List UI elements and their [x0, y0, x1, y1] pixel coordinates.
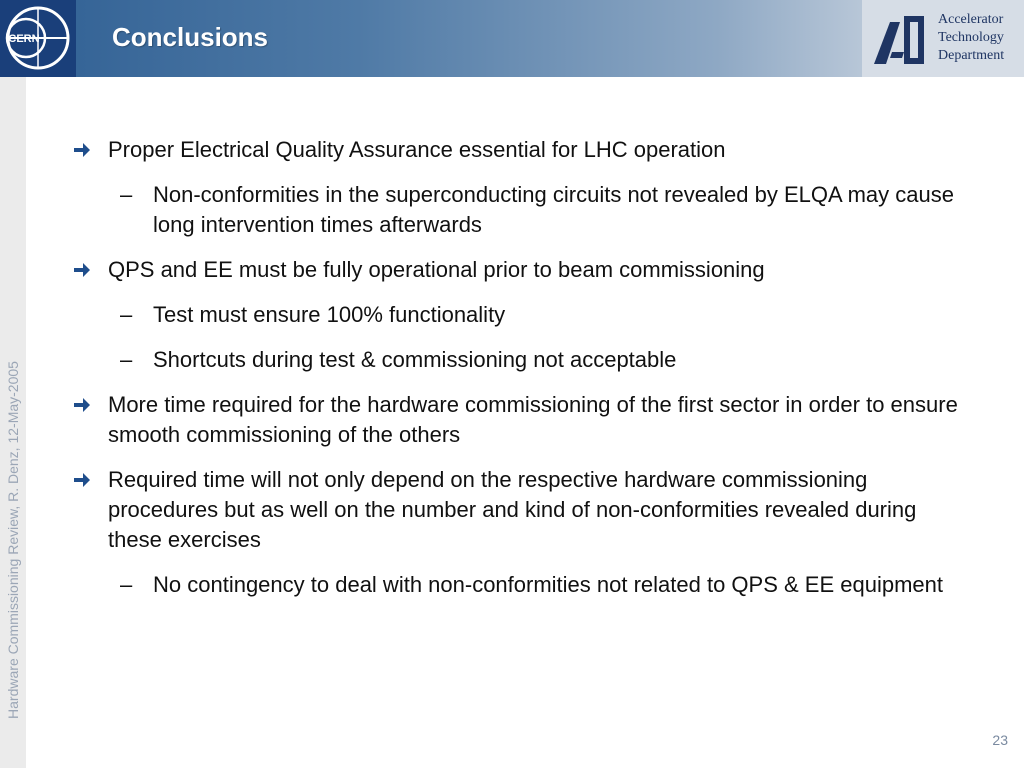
right-arrow-icon — [72, 255, 92, 293]
right-arrow-icon — [72, 465, 92, 503]
dash-bullet: – — [120, 347, 133, 372]
right-arrow-icon — [72, 135, 92, 173]
sub-bullet-item-1 — [72, 180, 972, 240]
bullet-text: More time required for the hardware commissioning of the first sector in order to ensure smooth commissioning of the others — [108, 392, 958, 447]
bullet-item-4 — [72, 465, 972, 555]
bullet-text: Test must ensure 100% functionality — [153, 302, 506, 327]
atd-logo — [862, 0, 1024, 77]
slide-header — [0, 0, 1024, 77]
department-name — [938, 11, 1004, 65]
bullet-text: Shortcuts during test & commissioning not acceptable — [153, 347, 677, 372]
department-line-1: Accelerator — [938, 12, 1004, 27]
bullet-item-3 — [72, 390, 972, 450]
bullet-item-1 — [72, 135, 972, 165]
cern-logo-text: CERN — [8, 33, 40, 45]
bullet-list — [72, 135, 972, 615]
slide-title: Conclusions — [112, 22, 269, 52]
bullet-text: Non-conformities in the superconducting circuits not revealed by ELQA may cause long intervention times afterwards — [153, 182, 954, 237]
department-line-3: Department — [938, 48, 1005, 63]
sub-bullet-item-2 — [72, 300, 972, 330]
cern-logo-icon — [0, 0, 76, 77]
side-footer-text: Hardware Commissioning Review, R. Denz, 12-May-2005 — [5, 361, 21, 719]
bullet-text: QPS and EE must be fully operational prior to beam commissioning — [108, 257, 765, 282]
dash-bullet: – — [120, 302, 133, 327]
dash-bullet: – — [120, 572, 133, 597]
atd-logo-icon — [870, 12, 934, 68]
bullet-text: No contingency to deal with non-conformities not related to QPS & EE equipment — [153, 572, 943, 597]
bullet-text: Required time will not only depend on the respective hardware commissioning procedures but as well on the number and kind of non-conformities revealed during these exercises — [108, 467, 917, 552]
sub-bullet-item-3 — [72, 345, 972, 375]
page-number: 23 — [992, 732, 1008, 748]
bullet-text: Proper Electrical Quality Assurance essential for LHC operation — [108, 137, 726, 162]
bullet-item-2 — [72, 255, 972, 285]
right-arrow-icon — [72, 390, 92, 428]
department-line-2: Technology — [938, 30, 1004, 45]
sub-bullet-item-4 — [72, 570, 972, 600]
dash-bullet: – — [120, 182, 133, 207]
